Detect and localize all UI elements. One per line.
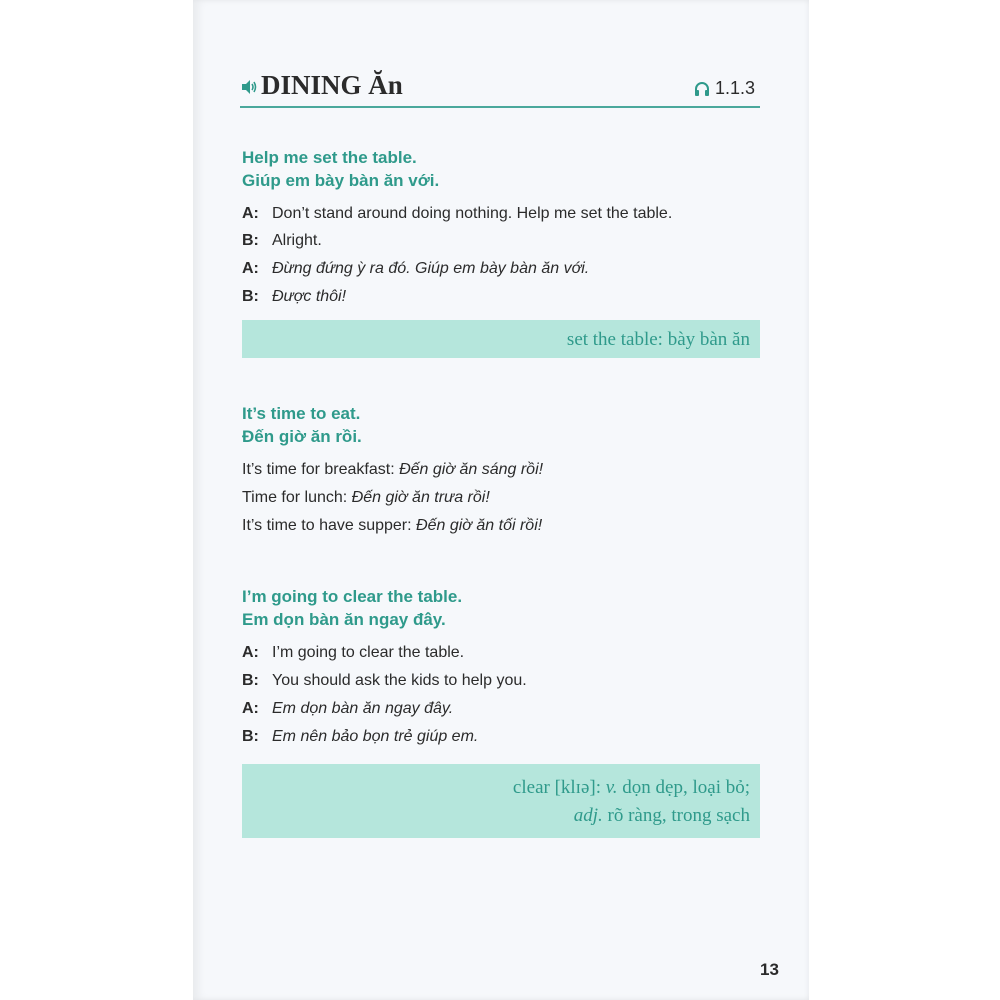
vocab-note: set the table: bày bàn ăn	[242, 320, 760, 358]
section2-heading-vi: Đến giờ ăn rồi.	[242, 427, 362, 446]
dialog-line	[242, 642, 464, 664]
dialog-line	[242, 203, 672, 225]
dialog-line	[242, 258, 589, 280]
section2-heading-en: It’s time to eat.	[242, 404, 361, 423]
vocab-definition: dọn dẹp, loại bỏ;	[617, 777, 750, 798]
vocab-line-1	[242, 774, 750, 802]
dialog-text: Đừng đứng ỳ ra đó. Giúp em bày bàn ăn với.	[272, 260, 590, 277]
speaker-label: B:	[242, 672, 259, 689]
dialog-line	[242, 230, 322, 252]
dialog-text: I’m going to clear the table.	[272, 644, 465, 661]
speaker-label: A:	[242, 644, 259, 661]
dialog-line	[242, 670, 527, 692]
track-number: 1.1.3	[715, 78, 756, 98]
speaker-label: B:	[242, 232, 259, 249]
vocab-pos: adj.	[573, 805, 603, 826]
speaker-label: A:	[242, 205, 259, 222]
section3-heading-vi: Em dọn bàn ăn ngay đây.	[242, 610, 446, 629]
vocab-pos: v.	[605, 777, 618, 798]
section1-heading-en: Help me set the table.	[242, 148, 417, 167]
speaker-icon	[240, 78, 258, 96]
vocab-note	[242, 764, 760, 838]
example-en: It’s time to have supper:	[242, 517, 417, 534]
dialog-line	[242, 726, 478, 748]
track-label	[693, 78, 755, 99]
speaker-label: B:	[242, 288, 259, 305]
vocab-line-2	[242, 802, 750, 830]
dialog-text: You should ask the kids to help you.	[272, 672, 527, 689]
example-line	[242, 487, 490, 509]
dialog-text: Em dọn bàn ăn ngay đây.	[272, 700, 454, 717]
example-vi: Đến giờ ăn sáng rồi!	[399, 461, 544, 478]
speaker-label: A:	[242, 700, 259, 717]
example-vi: Đến giờ ăn trưa rồi!	[351, 489, 490, 506]
vocab-definition: rõ ràng, trong sạch	[602, 805, 750, 826]
section1-heading-vi: Giúp em bày bàn ăn với.	[242, 171, 440, 190]
page-title: DINING Ăn	[261, 70, 403, 100]
header-rule	[240, 106, 760, 108]
speaker-label: B:	[242, 728, 259, 745]
dialog-text: Don’t stand around doing nothing. Help me set the table.	[272, 205, 673, 222]
speaker-label: A:	[242, 260, 259, 277]
section3-heading-en: I’m going to clear the table.	[242, 587, 463, 606]
dialog-text: Được thôi!	[272, 288, 347, 305]
example-en: Time for lunch:	[242, 489, 352, 506]
example-line	[242, 459, 543, 481]
dialog-line	[242, 286, 346, 308]
dialog-text: Em nên bảo bọn trẻ giúp em.	[272, 728, 479, 745]
example-en: It’s time for breakfast:	[242, 461, 400, 478]
dialog-line	[242, 698, 453, 720]
headphones-icon	[693, 80, 711, 98]
dialog-text: Alright.	[272, 232, 322, 249]
example-line	[242, 515, 542, 537]
page-number: 13	[760, 960, 779, 979]
vocab-word: clear [klɪə]:	[512, 777, 606, 798]
example-vi: Đến giờ ăn tối rồi!	[416, 517, 543, 534]
